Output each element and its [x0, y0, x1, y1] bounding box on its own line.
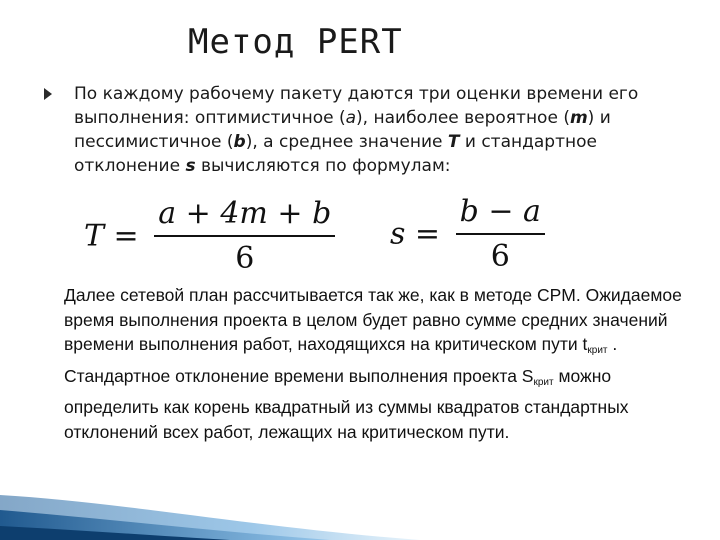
bullet-item — [44, 82, 704, 178]
formula-T-denominator: 6 — [235, 241, 255, 276]
bullet-text-segment: и стандартное отклонение — [74, 132, 597, 176]
bullet-text-segment: ), наиболее вероятное ( — [356, 108, 570, 128]
var-T: T — [447, 132, 460, 152]
formula-s-lhs: s = — [390, 216, 441, 252]
var-a: a — [345, 108, 357, 128]
formula-T-lhs: T = — [84, 218, 139, 254]
decorative-wave — [0, 440, 720, 540]
subscript-krit: крит — [587, 345, 608, 356]
bullet-text-segment: ), а среднее значение — [245, 132, 448, 152]
var-b: b — [233, 132, 246, 152]
var-m: m — [569, 108, 588, 128]
subscript-krit: крит — [533, 376, 554, 388]
triangle-bullet-icon — [44, 88, 52, 100]
bullet-text — [74, 82, 704, 178]
bullet-text-segment: вычисляются по формулам: — [195, 156, 451, 176]
formula-s-denominator: 6 — [490, 239, 510, 274]
bullet-text-segment: ) и пессимистичное ( — [74, 108, 611, 152]
paragraph-segment: . Стандартное отклонение времени выполнения проекта S — [64, 334, 618, 386]
formula-T — [84, 196, 335, 276]
paragraph-segment: Далее сетевой план рассчитывается так же, как в методе CPM. Ожидаемое время выполнения проекта в целом будет равно сумме средних значений времени выполнения работ, находящихся на критическом пути t — [64, 285, 682, 354]
slide-title: Метод PERT — [188, 22, 403, 62]
formula-T-numerator: a + 4m + b — [154, 196, 335, 237]
body-paragraph — [64, 283, 694, 444]
bullet-text-segment: По каждому рабочему пакету даются три оценки времени его выполнения: оптимистичное ( — [74, 84, 639, 128]
formula-T-fraction — [154, 196, 335, 276]
formula-s-numerator: b − a — [456, 194, 545, 235]
var-s: s — [185, 156, 196, 176]
paragraph-segment: можно определить как корень квадратный из суммы квадратов стандартных отклонений всех работ, лежащих на критическом пути. — [64, 365, 629, 442]
formula-s — [390, 194, 545, 274]
formula-s-fraction — [456, 194, 545, 274]
